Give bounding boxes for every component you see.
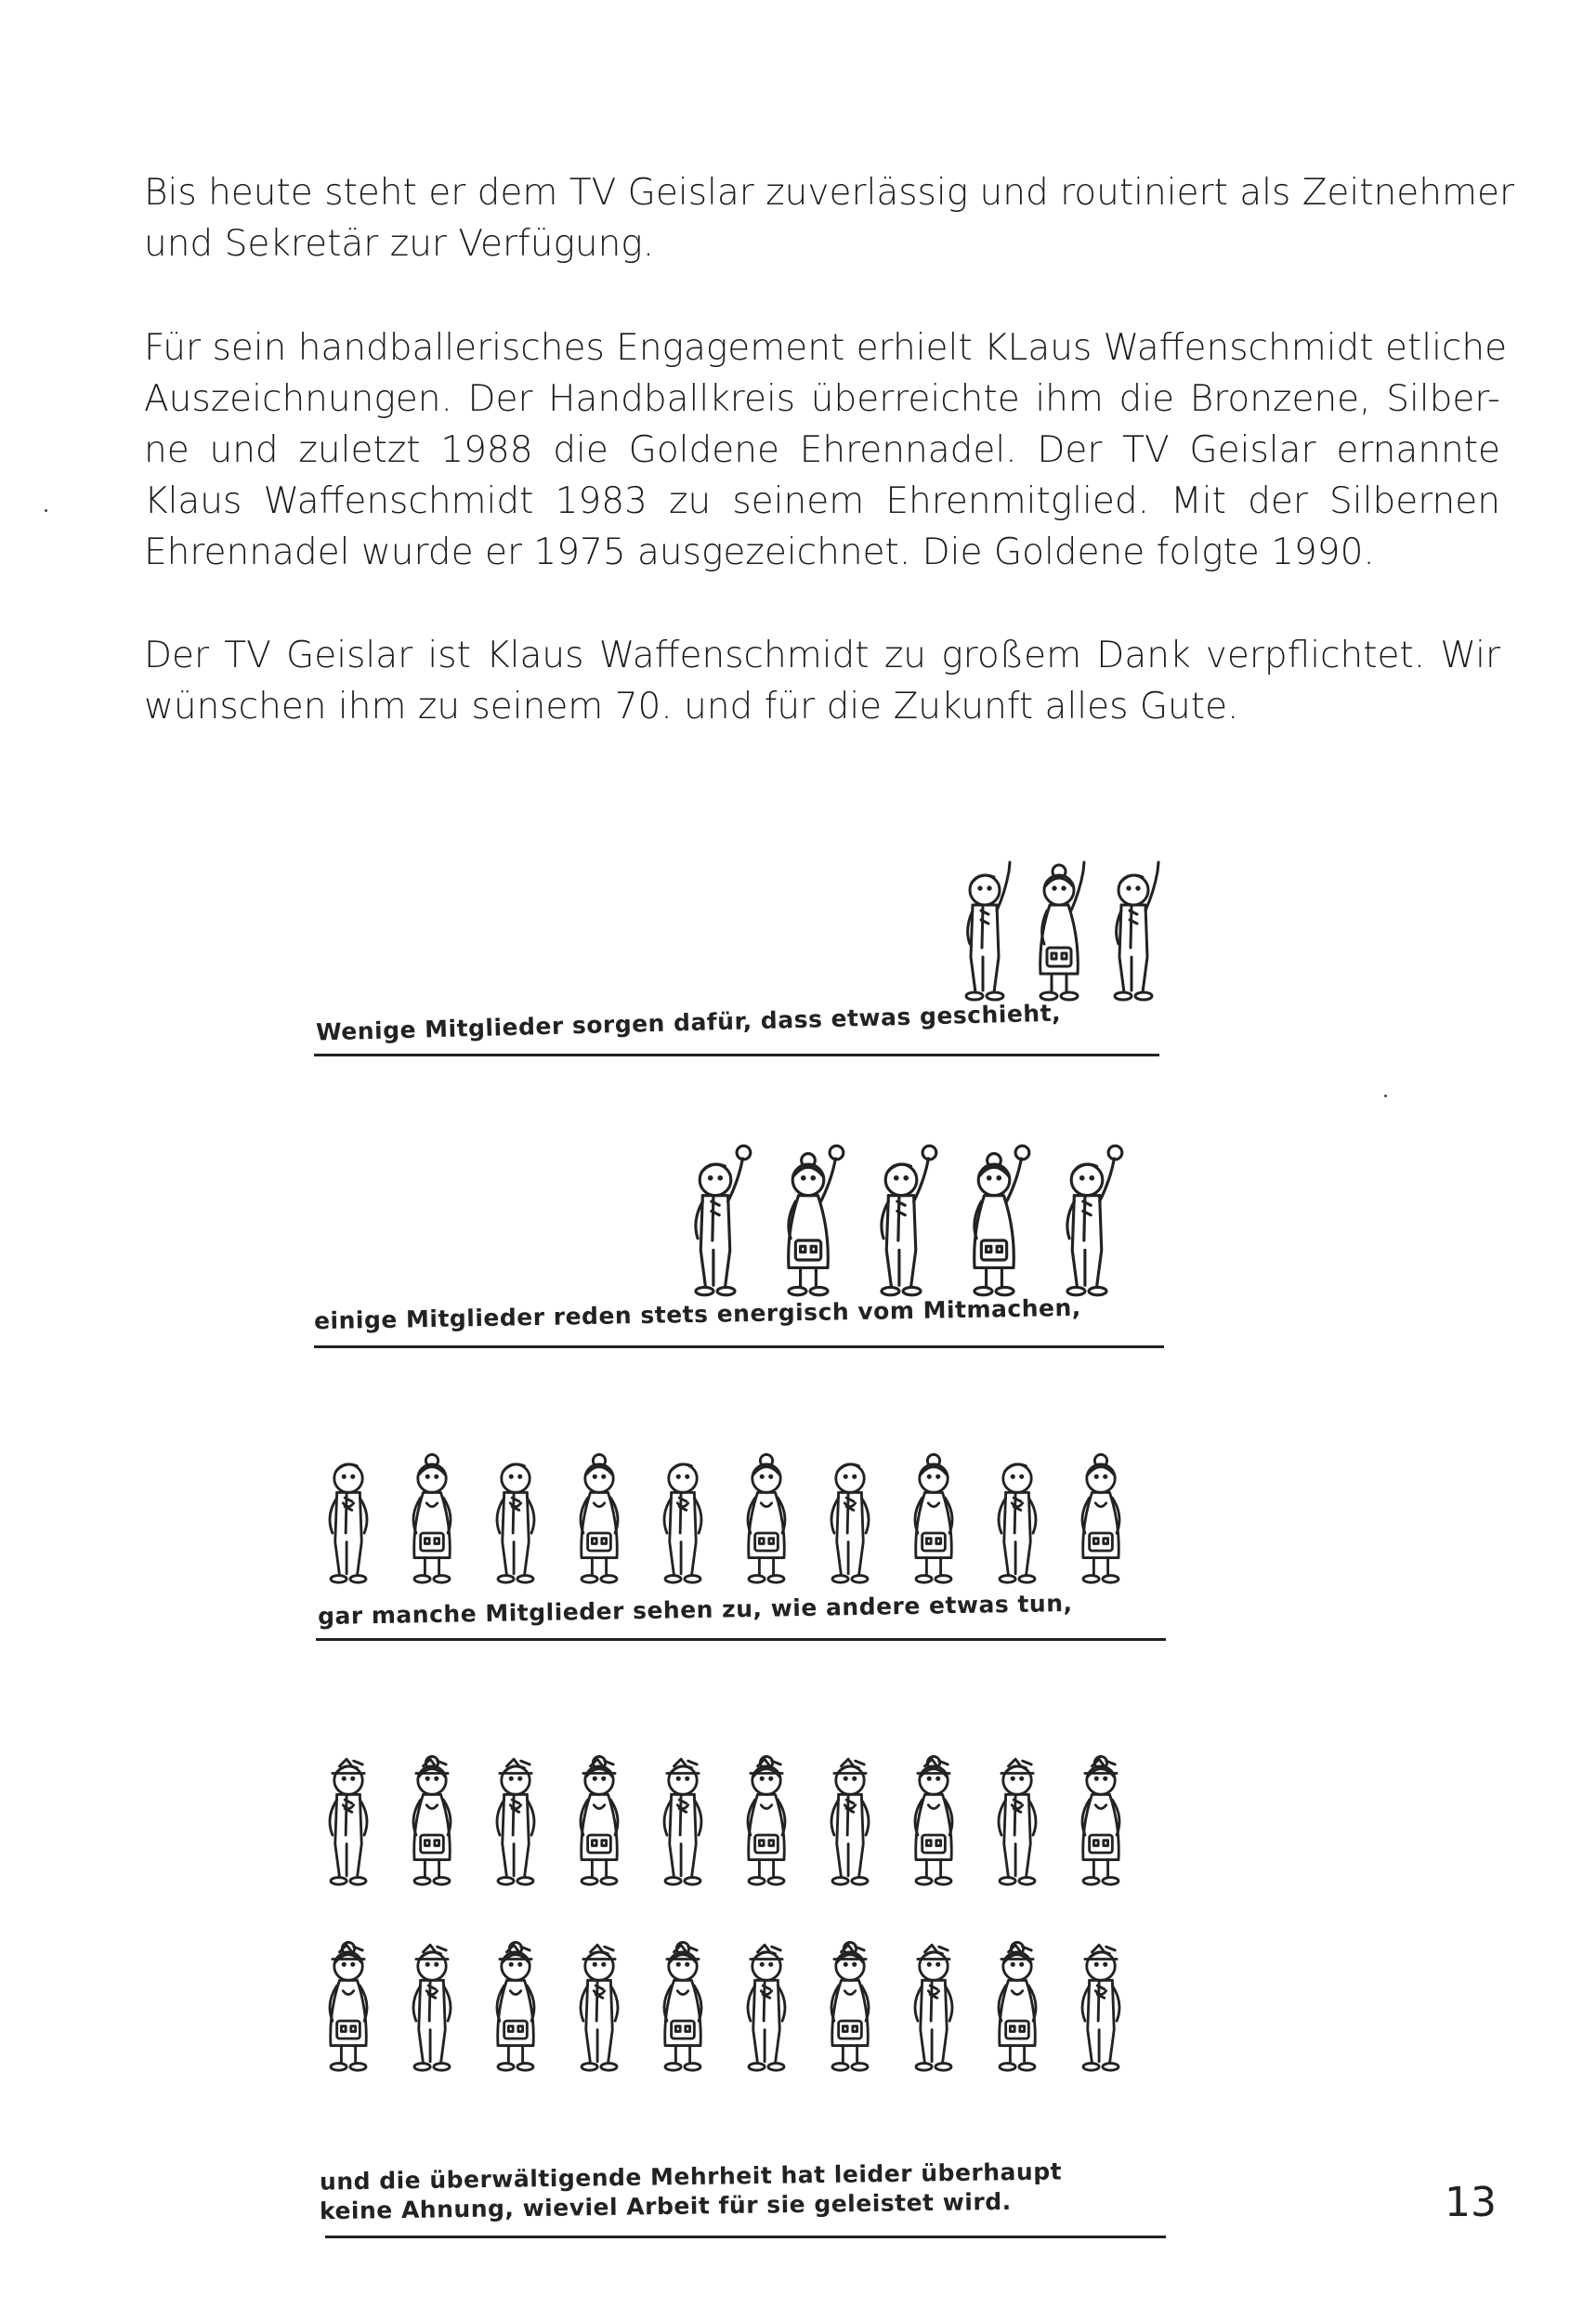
figure-majority-21 [497, 1759, 534, 1884]
paragraph-line: Für sein handballerisches Engagement erhielt KLaus Waffenschmidt etliche [144, 327, 1508, 369]
paragraph-line: Der TV Geislar ist Klaus Waffenschmidt zu großem Dank verpflichtet. Wir [144, 635, 1500, 676]
figure-majority-30 [413, 1945, 451, 2070]
paragraph-3 [144, 630, 1500, 732]
figure-watching-13 [664, 1464, 701, 1582]
figure-pointing-1 [966, 862, 1010, 1000]
figure-majority-32 [581, 1945, 618, 2070]
caption-rule [325, 2236, 1166, 2238]
figure-majority-37 [999, 1942, 1036, 2070]
figure-majority-23 [664, 1759, 701, 1884]
paragraph-line: Ehrennadel wurde er 1975 ausgezeichnet. Die Goldene folgte 1990. [144, 531, 1375, 573]
scan-speck [45, 509, 47, 512]
paragraph-line: und Sekretär zur Verfügung. [144, 223, 655, 265]
figure-majority-33 [664, 1942, 701, 2070]
figure-watching-18 [1082, 1454, 1119, 1582]
figure-fist-6 [882, 1146, 936, 1295]
figure-watching-14 [748, 1454, 785, 1582]
caption-rule [316, 1638, 1166, 1641]
figure-majority-29 [330, 1942, 367, 2070]
page-number: 13 [1445, 2179, 1497, 2226]
figure-majority-38 [1082, 1945, 1119, 2070]
paragraph-1 [144, 167, 1514, 269]
paragraph-2 [144, 322, 1508, 578]
figure-majority-19 [330, 1759, 367, 1884]
figure-watching-17 [999, 1464, 1036, 1582]
caption-rule [314, 1345, 1164, 1348]
figure-majority-26 [915, 1756, 952, 1884]
figure-watching-16 [915, 1454, 952, 1582]
paragraph-line: Auszeichnungen. Der Handballkreis überreichte ihm die Bronzene, Silber- [144, 378, 1500, 420]
figure-fist-4 [696, 1146, 751, 1295]
figure-pointing-3 [1115, 862, 1158, 1000]
figure-watching-15 [831, 1464, 869, 1582]
figure-majority-25 [831, 1759, 869, 1884]
figure-watching-10 [413, 1454, 451, 1582]
figure-watching-12 [581, 1454, 618, 1582]
caption-rule [314, 1054, 1159, 1056]
figure-majority-28 [1082, 1756, 1119, 1884]
figure-fist-5 [789, 1146, 844, 1295]
paragraph-line: ne und zuletzt 1988 die Goldene Ehrennadel. Der TV Geislar ernannte [144, 429, 1500, 471]
figure-majority-27 [999, 1759, 1036, 1884]
paragraph-line: wünschen ihm zu seinem 70. und für die Zukunft alles Gute. [144, 686, 1239, 728]
figure-fist-8 [1067, 1146, 1122, 1295]
figure-fist-7 [975, 1146, 1029, 1295]
scan-speck [1384, 1095, 1387, 1097]
cartoon-caption-4b: keine Ahnung, wieviel Arbeit für sie geleistet wird. [319, 2187, 1012, 2225]
figure-majority-24 [748, 1756, 785, 1884]
member-cartoon [307, 790, 1189, 2239]
paragraph-line: Klaus Waffenschmidt 1983 zu seinem Ehrenmitglied. Mit der Silbernen [144, 480, 1500, 522]
figure-majority-31 [497, 1942, 534, 2070]
cartoon-caption-3: gar manche Mitglieder sehen zu, wie andere etwas tun, [317, 1589, 1073, 1631]
cartoon-caption-4a: und die überwältigende Mehrheit hat leider überhaupt [319, 2157, 1063, 2196]
figure-majority-22 [581, 1756, 618, 1884]
figure-pointing-2 [1040, 862, 1084, 1000]
figure-majority-36 [915, 1945, 952, 2070]
cartoon-caption-1: Wenige Mitglieder sorgen dafür, dass etwas geschieht, [315, 999, 1062, 1046]
figure-majority-20 [413, 1756, 451, 1884]
figure-watching-9 [330, 1464, 367, 1582]
cartoon-caption-2: einige Mitglieder reden stets energisch vom Mitmachen, [313, 1293, 1081, 1335]
figure-majority-35 [831, 1942, 869, 2070]
figure-watching-11 [497, 1464, 534, 1582]
paragraph-line: Bis heute steht er dem TV Geislar zuverlässig und routiniert als Zeitnehmer [144, 172, 1514, 214]
figure-majority-34 [748, 1945, 785, 2070]
